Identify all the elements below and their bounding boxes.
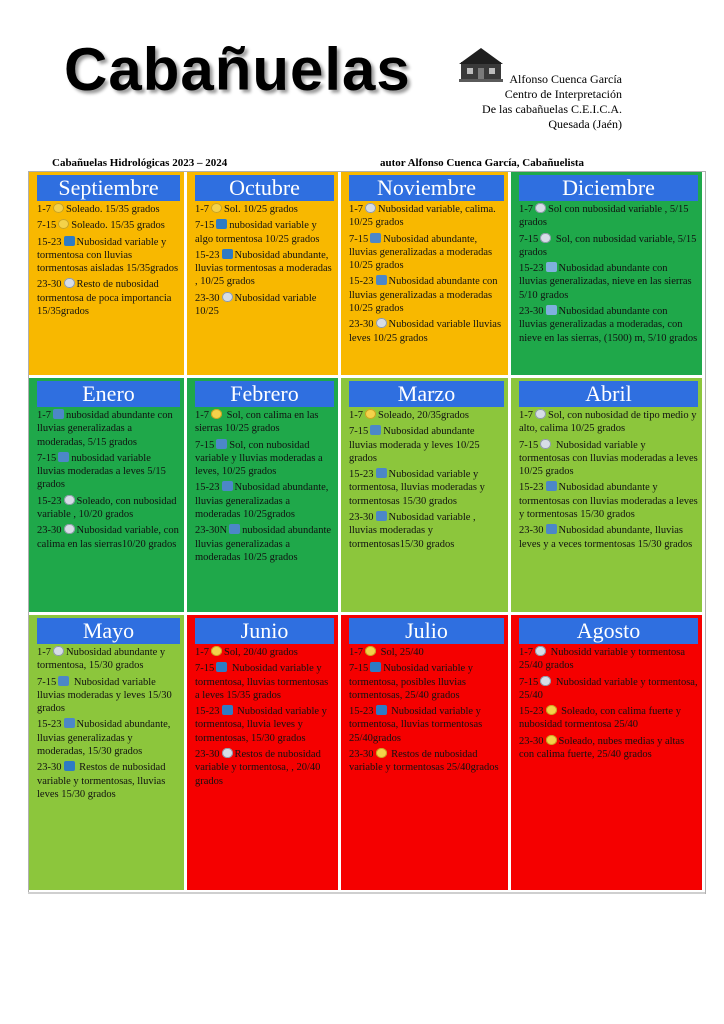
month-cell-julio — [341, 615, 508, 890]
subtitle-left: Cabañuelas Hidrológicas 2023 – 2024 — [52, 157, 228, 169]
forecast-text: Sol, con calima en las sierras 10/25 grados — [195, 410, 319, 435]
month-cell-noviembre — [341, 172, 508, 375]
month-cell-marzo — [341, 378, 508, 612]
date-range: 15-23 — [195, 482, 220, 494]
date-range: 23-30 — [37, 525, 62, 537]
month-title: Enero — [37, 381, 180, 407]
month-title: Mayo — [37, 618, 180, 644]
forecast-text: Nubosidad variable y tormentosas con lluvias moderadas a leves 10/25 grados — [519, 439, 698, 478]
forecast-entry — [195, 481, 334, 521]
cloud-icon — [64, 495, 75, 505]
rain-icon — [222, 481, 233, 491]
forecast-entry — [519, 676, 698, 703]
forecast-entry — [37, 203, 180, 216]
date-range: 15-23 — [195, 249, 220, 261]
forecast-entry — [349, 203, 504, 230]
forecast-entry — [519, 203, 698, 230]
date-range: 15-23 — [37, 719, 62, 731]
cloud-icon — [53, 646, 64, 656]
forecast-text: Restos de nubosidad variable y tormentosas 25/40grados — [349, 749, 499, 774]
forecast-entry — [195, 219, 334, 246]
month-forecast — [37, 203, 180, 321]
page-title: Cabañuelas — [64, 36, 411, 103]
forecast-text: nubosidad variable y algo tormentosa 10/25 grados — [195, 220, 320, 245]
month-forecast — [195, 409, 334, 567]
forecast-entry — [519, 233, 698, 260]
date-range: 1-7 — [195, 410, 209, 421]
forecast-entry — [195, 203, 334, 216]
month-forecast — [519, 409, 698, 554]
month-forecast — [195, 203, 334, 321]
date-range: 23-30 — [349, 749, 374, 761]
month-title: Junio — [195, 618, 334, 644]
forecast-text: Nubosidad abundante, lluvias generalizadas y moderadas, 15/30 grados — [37, 719, 171, 758]
date-range: 1-7 — [349, 410, 363, 421]
forecast-entry — [519, 409, 698, 436]
month-title: Febrero — [195, 381, 334, 407]
forecast-text: Sol con nubosidad variable , 5/15 grados — [519, 204, 689, 229]
rain-icon — [229, 524, 240, 534]
forecast-entry — [195, 439, 334, 479]
forecast-entry — [37, 452, 180, 492]
cloud-icon — [540, 439, 551, 449]
forecast-entry — [37, 495, 180, 522]
forecast-text: nubosidad abundante lluvias generalizadas a moderadas 10/25 grados — [195, 525, 332, 563]
calendar-grid — [28, 171, 706, 894]
month-forecast — [37, 646, 180, 804]
date-range: 7-15 — [37, 452, 57, 464]
credit-line: De las cabañuelas C.E.I.C.A. — [482, 102, 622, 116]
forecast-entry — [195, 646, 334, 659]
date-range: 23-30 — [195, 292, 220, 304]
storm-icon — [376, 705, 387, 715]
date-range: 1-7 — [519, 647, 533, 658]
storm-icon — [216, 662, 227, 672]
rain-icon — [64, 718, 75, 728]
forecast-entry — [349, 748, 504, 775]
date-range: 1-7 — [37, 647, 51, 658]
forecast-entry — [37, 524, 180, 551]
forecast-text: Soleado, con nubosidad variable , 10/20 grados — [37, 495, 177, 521]
sun-icon — [365, 409, 376, 419]
date-range: 23-30 — [349, 512, 374, 524]
month-cell-mayo — [29, 615, 184, 890]
forecast-text: Nubosidad variable y tormentosa con lluvias tormentosas aisladas 15/35grados — [37, 236, 179, 275]
month-cell-octubre — [187, 172, 338, 375]
forecast-entry — [37, 676, 180, 716]
date-range: 1-7 — [37, 410, 51, 421]
forecast-entry — [195, 292, 334, 319]
date-range: 15-23 — [37, 495, 62, 507]
forecast-text: Soleado. 15/35 grados — [71, 220, 165, 232]
date-range: 7-15 — [349, 233, 369, 245]
forecast-text: Nubosidad variable lluvias moderadas y leves 15/30 grados — [37, 676, 172, 715]
forecast-entry — [195, 748, 334, 788]
forecast-entry — [349, 425, 504, 465]
date-range: 15-23 — [519, 706, 544, 718]
forecast-text: Nubosidad variable, con calima en las sierras10/20 grados — [37, 525, 179, 550]
date-range: 23-30 — [519, 735, 544, 747]
rain-icon — [376, 275, 387, 285]
forecast-entry — [37, 409, 180, 449]
cloud-icon — [365, 203, 376, 213]
forecast-entry — [519, 705, 698, 732]
credit-line: Centro de Interpretación — [504, 87, 622, 101]
forecast-text: Nubosidad variable y tormentosa, lluvias tormentosas a leves 15/35 grados — [195, 663, 329, 701]
date-range: 15-23 — [349, 276, 374, 288]
sun-icon — [211, 646, 222, 656]
forecast-text: Sol, con nubosidad variable y lluvias moderadas a leves, 10/25 grados — [195, 439, 323, 478]
sun-icon — [53, 203, 64, 213]
forecast-entry — [37, 718, 180, 758]
cloud-icon — [540, 676, 551, 686]
date-range: 1-7 — [349, 647, 363, 658]
forecast-entry — [519, 481, 698, 521]
forecast-text: Nubosidad abundante con lluvias generalizadas, nieve en las sierras 5/10 grados — [519, 263, 692, 301]
date-range: 23-30 — [37, 762, 62, 774]
subtitle-right: autor Alfonso Cuenca García, Cabañuelista — [380, 157, 585, 169]
forecast-entry — [519, 262, 698, 302]
forecast-text: Nubosidad variable y tormentosa, posibles lluvias tormentosas, 25/40 grados — [349, 663, 474, 701]
forecast-entry — [349, 511, 504, 551]
forecast-entry — [349, 662, 504, 702]
forecast-entry — [349, 468, 504, 508]
forecast-text: Nubosidad variable , lluvias moderadas y tormentosas15/30 grados — [349, 512, 476, 550]
forecast-text: Nubosidad variable, calima. 10/25 grados — [349, 204, 496, 229]
date-range: 15-23 — [37, 236, 62, 248]
month-title: Agosto — [519, 618, 698, 644]
month-forecast — [349, 203, 504, 348]
forecast-entry — [37, 278, 180, 318]
forecast-text: Sol, con nubosidad de tipo medio y alto, calima 10/25 grados — [519, 410, 697, 435]
month-cell-diciembre — [511, 172, 702, 375]
forecast-text: Nubosidad variable y tormentosa, 25/40 — [519, 676, 698, 701]
sun-icon — [58, 219, 69, 229]
cloud-icon — [64, 524, 75, 534]
storm-icon — [216, 219, 227, 229]
month-forecast — [349, 646, 504, 778]
date-range: 15-23 — [519, 482, 544, 494]
forecast-entry — [195, 249, 334, 289]
forecast-text: Resto de nubosidad tormentosa de poca importancia 15/35grados — [37, 279, 172, 318]
credit-line: Quesada (Jaén) — [548, 117, 622, 131]
date-range: 7-15 — [195, 220, 215, 232]
forecast-entry — [349, 705, 504, 745]
forecast-entry — [195, 409, 334, 436]
cloud-icon — [535, 203, 546, 213]
cloud-icon — [222, 292, 233, 302]
month-forecast — [349, 409, 504, 554]
divider — [28, 892, 705, 894]
forecast-text: Restos de nubosidad variable y tormentosas, lluvias leves 15/30 grados — [37, 762, 166, 800]
forecast-text: Nubosidad abundante, lluvias generalizadas a moderadas 10/25 grados — [349, 233, 493, 272]
forecast-entry — [349, 646, 504, 659]
forecast-entry — [349, 275, 504, 315]
month-cell-agosto — [511, 615, 702, 890]
date-range: 7-15 — [519, 676, 539, 688]
credits-block — [470, 72, 622, 132]
sun-icon — [365, 646, 376, 656]
date-range: 7-15 — [519, 233, 539, 245]
forecast-text: Soleado. 15/35 grados — [66, 204, 160, 215]
rain-icon — [370, 233, 381, 243]
forecast-text: Nubosidad variable y tormentosa, lluvias tormentosas 25/40grados — [349, 706, 483, 744]
forecast-entry — [37, 761, 180, 801]
cloud-icon — [535, 409, 546, 419]
rain-icon — [58, 452, 69, 462]
forecast-text: Nubosidad variable y tormentosa, lluvias moderadas y tormentosas 15/30 grados — [349, 469, 485, 507]
cloud-icon — [64, 278, 75, 288]
date-range: 7-15 — [349, 663, 369, 675]
rain-icon — [546, 481, 557, 491]
forecast-entry — [195, 705, 334, 745]
sun-icon — [211, 409, 222, 419]
month-title: Marzo — [349, 381, 504, 407]
date-range: 1-7 — [195, 647, 209, 658]
forecast-entry — [195, 524, 334, 564]
storm-icon — [222, 705, 233, 715]
forecast-entry — [195, 662, 334, 702]
month-forecast — [519, 646, 698, 764]
storm-icon — [64, 761, 75, 771]
date-range: 1-7 — [195, 204, 209, 215]
forecast-text: Sol, 20/40 grados — [224, 647, 298, 658]
forecast-text: Nubosidad abundante, lluvias leves y a veces tormentosas 15/30 grados — [519, 525, 693, 550]
forecast-text: Nubosidad abundante y tormentosas con lluvias moderadas a leves y tormentosas 15/30 grados — [519, 482, 698, 521]
forecast-entry — [349, 409, 504, 422]
forecast-text: Sol, con nubosidad variable, 5/15 grados — [519, 233, 697, 258]
forecast-text: Nubosidad abundante y tormentosa, 15/30 grados — [37, 647, 166, 672]
date-range: 23-30 — [519, 306, 544, 318]
storm-icon — [370, 662, 381, 672]
month-cell-enero — [29, 378, 184, 612]
date-range: 23-30 — [519, 525, 544, 537]
forecast-text: Sol, 25/40 — [378, 647, 424, 658]
date-range: 7-15 — [37, 676, 57, 688]
forecast-text: Nubosidd variable y tormentosa 25/40 grados — [519, 647, 686, 672]
forecast-entry — [37, 646, 180, 673]
forecast-text: Soleado, con calima fuerte y nubosidad tormentosa 25/40 — [519, 706, 681, 731]
month-title: Abril — [519, 381, 698, 407]
storm-icon — [222, 249, 233, 259]
credit-line: Alfonso Cuenca García — [509, 72, 622, 86]
date-range: 7-15 — [519, 439, 539, 451]
forecast-entry — [519, 439, 698, 479]
forecast-text: Nubosidad abundante, lluvias generalizadas a moderadas 10/25grados — [195, 482, 329, 521]
forecast-text: Nubosidad variable 10/25 — [195, 292, 317, 318]
month-title: Noviembre — [349, 175, 504, 201]
date-range: 15-23 — [519, 263, 544, 275]
date-range: 23-30 — [349, 319, 374, 331]
forecast-text: Soleado, nubes medias y altas con calima fuerte, 25/40 grados — [519, 735, 685, 761]
date-range: 7-15 — [37, 220, 57, 232]
forecast-entry — [349, 233, 504, 273]
forecast-text: Nubosidad abundante con lluvias generalizadas a moderadas, con nieve en las sierras, (1500) m, 5/10 grados — [519, 306, 698, 344]
cloud-icon — [222, 748, 233, 758]
forecast-entry — [37, 219, 180, 232]
forecast-text: Nubosidad abundante, lluvias tormentosas a moderadas , 10/25 grados — [195, 249, 332, 288]
snow-icon — [546, 262, 557, 272]
date-range: 15-23 — [195, 706, 220, 718]
date-range: 23-30N — [195, 525, 228, 537]
rain-icon — [58, 676, 69, 686]
month-forecast — [37, 409, 180, 554]
month-forecast — [195, 646, 334, 791]
date-range: 1-7 — [519, 410, 533, 421]
forecast-text: nubosidad abundante con lluvias generalizadas a moderadas, 5/15 grados — [37, 410, 173, 448]
date-range: 7-15 — [195, 663, 215, 675]
sun-icon — [546, 705, 557, 715]
forecast-text: Nubosidad abundante lluvias moderada y leves 10/25 grados — [349, 426, 480, 464]
date-range: 15-23 — [349, 469, 374, 481]
rain-icon — [370, 425, 381, 435]
date-range: 1-7 — [349, 204, 363, 215]
forecast-text: Restos de nubosidad variable y tormentosa, , 20/40 grados — [195, 749, 321, 787]
date-range: 1-7 — [37, 204, 51, 215]
forecast-entry — [519, 646, 698, 673]
date-range: 23-30 — [37, 279, 62, 291]
rain-icon — [376, 511, 387, 521]
rain-icon — [216, 439, 227, 449]
storm-icon — [64, 236, 75, 246]
forecast-text: Nubosidad variable y tormentosa, lluvia leves y tormentosas, 15/30 grados — [195, 706, 327, 744]
forecast-entry — [519, 735, 698, 762]
forecast-entry — [519, 524, 698, 551]
date-range: 7-15 — [195, 439, 215, 451]
date-range: 7-15 — [349, 426, 369, 438]
date-range: 23-30 — [195, 749, 220, 761]
month-title: Julio — [349, 618, 504, 644]
month-forecast — [519, 203, 698, 348]
forecast-text: Nubosidad variable lluvias leves 10/25 grados — [349, 319, 502, 344]
forecast-text: nubosidad variable lluvias moderadas a leves 5/15 grados — [37, 452, 166, 491]
forecast-entry — [37, 236, 180, 276]
month-cell-junio — [187, 615, 338, 890]
forecast-entry — [349, 318, 504, 345]
sun-icon — [376, 748, 387, 758]
snow-icon — [546, 305, 557, 315]
month-cell-febrero — [187, 378, 338, 612]
forecast-text: Soleado, 20/35grados — [378, 410, 469, 421]
month-title: Septiembre — [37, 175, 180, 201]
forecast-entry — [519, 305, 698, 345]
cloud-icon — [535, 646, 546, 656]
forecast-text: Nubosidad abundante con lluvias generalizadas a moderadas 10/25 grados — [349, 276, 498, 315]
month-cell-septiembre — [29, 172, 184, 375]
rain-icon — [53, 409, 64, 419]
rain-icon — [376, 468, 387, 478]
month-title: Octubre — [195, 175, 334, 201]
date-range: 1-7 — [519, 204, 533, 215]
cloud-icon — [376, 318, 387, 328]
cloud-icon — [540, 233, 551, 243]
date-range: 15-23 — [349, 706, 374, 718]
month-title: Diciembre — [519, 175, 698, 201]
forecast-text: Sol. 10/25 grados — [224, 204, 298, 215]
sun-icon — [546, 735, 557, 745]
rain-icon — [546, 524, 557, 534]
month-cell-abril — [511, 378, 702, 612]
sun-icon — [211, 203, 222, 213]
